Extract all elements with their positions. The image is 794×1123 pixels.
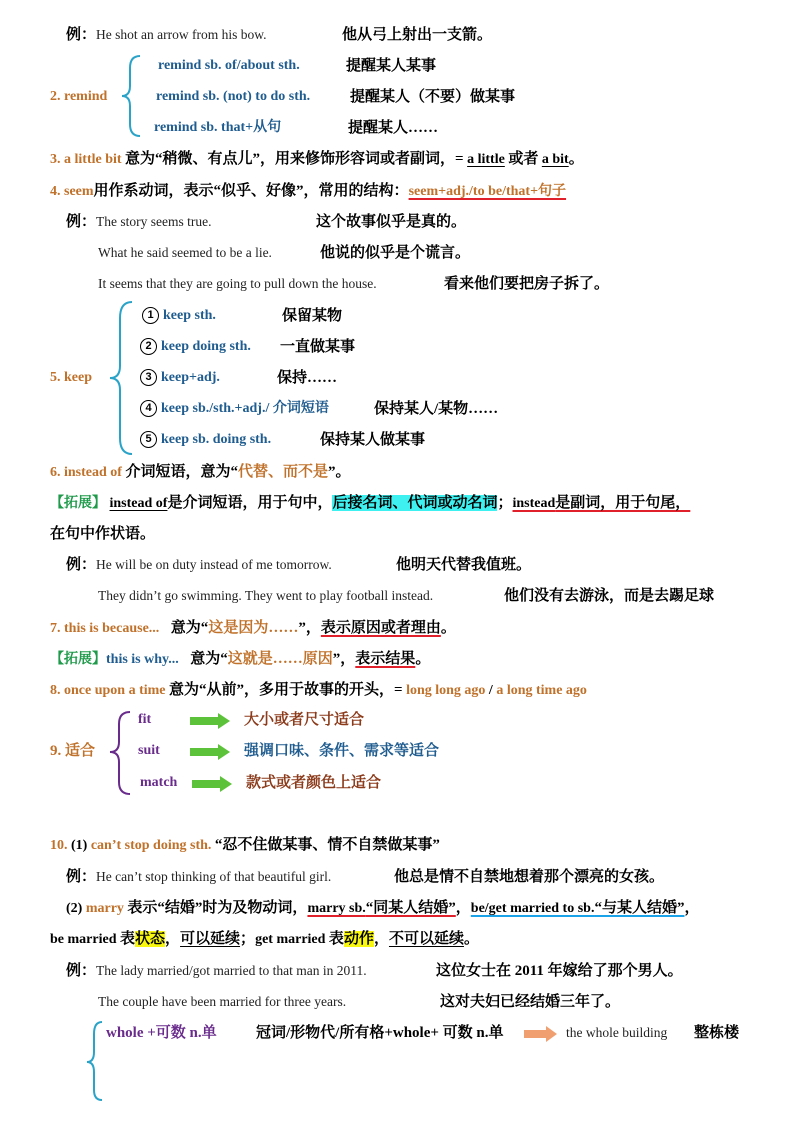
whole-example: the whole building (566, 1025, 668, 1040)
arrow-right-icon (192, 776, 234, 792)
example-translation: 他总是情不自禁地想着那个漂亮的女孩。 (394, 869, 665, 885)
example-translation: 他明天代替我值班。 (396, 557, 532, 573)
whole-structure: 冠词/形物代/所有格+whole+ 可数 n.单 (256, 1025, 504, 1041)
example-translation: 这个故事似乎是真的。 (316, 214, 467, 230)
section-number-keep: 5. keep (50, 370, 92, 385)
remind-item-2-cn: 提醒某人（不要）做某事 (350, 89, 516, 105)
example-line: The couple have been married for three years. (98, 994, 347, 1009)
remind-item-3: remind sb. that+从句 (154, 120, 282, 135)
remind-item-1-cn: 提醒某人某事 (346, 58, 437, 74)
section-10-part2: (2) marry 表示“结婚”时为及物动词，marry sb.“同某人结婚”，be/get married to sb.“与某人结婚”， (66, 900, 700, 916)
example-line: 例：He shot an arrow from his bow. (66, 27, 267, 43)
keep-item-4-cn: 保持某人/某物…… (374, 401, 499, 417)
keep-item-1-cn: 保留某物 (282, 308, 343, 324)
section-4: 4. seem用作系动词，表示“似乎、好像”，常用的结构：seem+adj./to be/that+句子 (50, 183, 567, 199)
remind-item-2: remind sb. (not) to do sth. (156, 89, 311, 104)
example-translation: 他从弓上射出一支箭。 (342, 27, 493, 43)
example-line: 例：He can’t stop thinking of that beautiful girl. (66, 869, 332, 885)
brace-icon (108, 300, 136, 456)
example-translation: 这位女士在 2011 年嫁给了那个男人。 (436, 963, 683, 979)
whole-rule: whole +可数 n.单 (106, 1025, 217, 1041)
arrow-right-icon (190, 744, 232, 760)
example-translation: 他们没有去游泳，而是去踢足球 (504, 588, 715, 604)
remind-item-1: remind sb. of/about sth. (158, 58, 300, 73)
section-10-part3: be married 表状态，可以延续；get married 表动作，不可以延续。 (50, 931, 479, 947)
keep-item-5-cn: 保持某人做某事 (320, 432, 426, 448)
example-translation: 这对夫妇已经结婚三年了。 (440, 994, 621, 1010)
example-translation: 看来他们要把房子拆了。 (444, 276, 610, 292)
suit-meaning: 强调口味、条件、需求等适合 (244, 743, 440, 759)
section-7: 7. this is because... 意为“这是因为……”，表示原因或者理由。 (50, 620, 456, 636)
example-translation: 他说的似乎是个谎言。 (320, 245, 471, 261)
keep-item-3-cn: 保持…… (277, 370, 338, 386)
example-line: 例：The story seems true. (66, 214, 212, 230)
keep-item-2: 2 keep doing sth. (140, 337, 251, 357)
keep-item-2-cn: 一直做某事 (280, 339, 356, 355)
keep-item-5: 5 keep sb. doing sth. (140, 430, 271, 450)
keep-item-4: 4 keep sb./sth.+adj./ 介词短语 (140, 399, 329, 419)
keep-item-1: 1 keep sth. (142, 306, 216, 326)
brace-icon (86, 1020, 106, 1102)
example-line: What he said seemed to be a lie. (98, 245, 272, 260)
fit-word: fit (138, 712, 152, 727)
arrow-right-icon (190, 713, 232, 729)
extension-note-cont: 在句中作状语。 (50, 526, 156, 542)
section-number-fit: 9. 适合 (50, 743, 96, 759)
section-3: 3. a little bit 意为“稍微、有点儿”，用来修饰形容词或者副词，= a little 或者 a bit。 (50, 151, 584, 167)
example-line: It seems that they are going to pull down the house. (98, 276, 377, 291)
section-8: 8. once upon a time 意为“从前”，多用于故事的开头，= long long ago / a long time ago (50, 682, 587, 698)
section-6: 6. instead of 介词短语，意为“代替、而不是”。 (50, 464, 351, 480)
whole-example-cn: 整栋楼 (694, 1025, 740, 1041)
example-line: 例：He will be on duty instead of me tomorrow. (66, 557, 332, 573)
remind-item-3-cn: 提醒某人…… (348, 120, 439, 136)
brace-icon (120, 54, 144, 138)
match-word: match (140, 775, 178, 790)
brace-icon (108, 710, 134, 796)
match-meaning: 款式或者颜色上适合 (246, 775, 382, 791)
section-number-remind: 2. remind (50, 89, 108, 104)
arrow-right-icon (524, 1026, 558, 1042)
section-10: 10. (1) can’t stop doing sth. “忍不住做某事、情不自禁做某事” (50, 837, 440, 853)
keep-item-3: 3 keep+adj. (140, 368, 220, 388)
example-line: They didn’t go swimming. They went to play football instead. (98, 588, 434, 603)
extension-note: 【拓展】 instead of是介词短语，用于句中，后接名词、代词或动名词；instead是副词，用于句尾， (50, 495, 691, 511)
fit-meaning: 大小或者尺寸适合 (244, 712, 365, 728)
suit-word: suit (138, 743, 160, 758)
example-line: 例：The lady married/got married to that man in 2011. (66, 963, 367, 979)
extension-note: 【拓展】this is why... 意为“这就是……原因”，表示结果。 (50, 651, 431, 667)
